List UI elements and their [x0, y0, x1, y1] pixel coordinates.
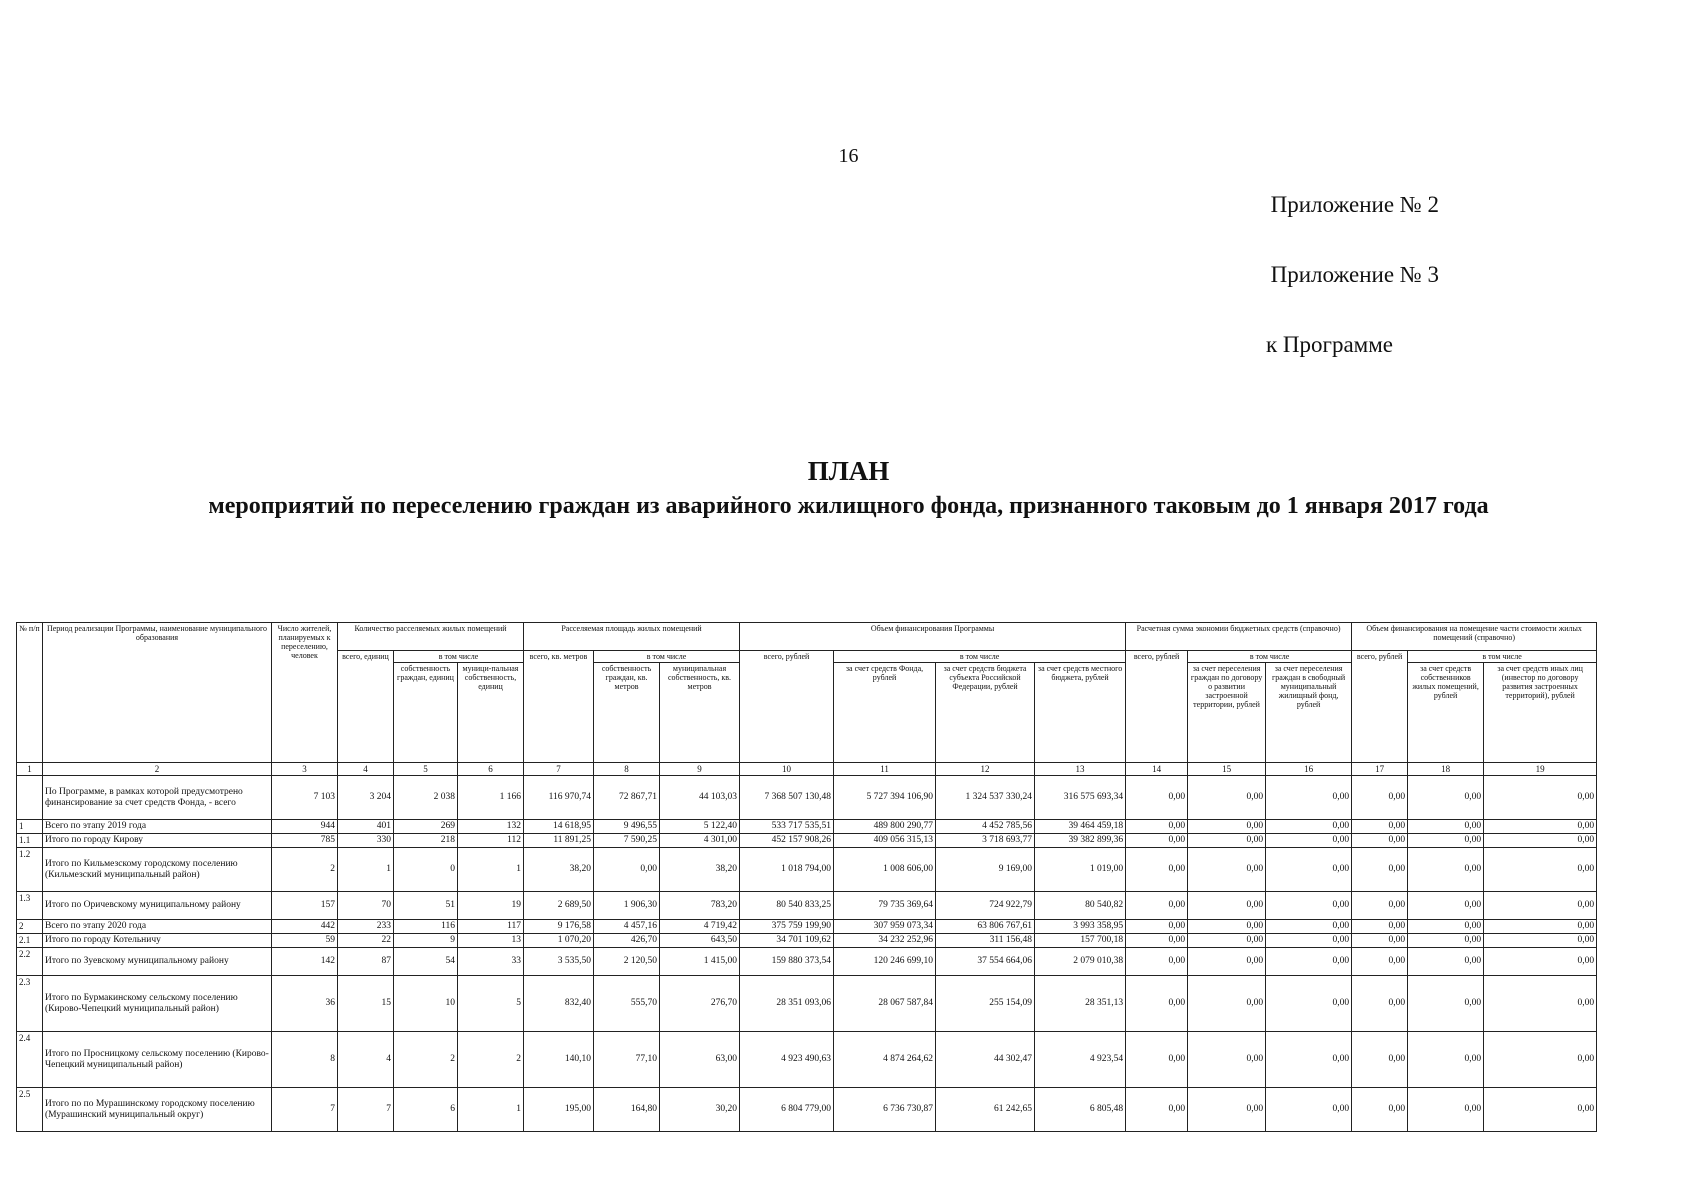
row-number: 1	[17, 820, 43, 834]
table-cell: 0,00	[1408, 1088, 1484, 1132]
table-row	[17, 1032, 1597, 1088]
table-cell: 70	[338, 892, 394, 920]
table-row	[17, 892, 1597, 920]
table-cell: 409 056 315,13	[834, 834, 936, 848]
header-savings-total: всего, рублей	[1126, 651, 1188, 763]
table-cell: 4	[338, 1032, 394, 1088]
table-cell: 1	[338, 848, 394, 892]
table-cell: 0,00	[1126, 892, 1188, 920]
table-cell: 0,00	[1126, 848, 1188, 892]
table-cell: 0	[394, 848, 458, 892]
table-cell: 0,00	[1188, 834, 1266, 848]
table-cell: 7	[272, 1088, 338, 1132]
table-cell: 401	[338, 820, 394, 834]
table-cell: 0,00	[1352, 1032, 1408, 1088]
table-cell: 3 204	[338, 776, 394, 820]
column-number: 9	[660, 763, 740, 776]
column-number: 10	[740, 763, 834, 776]
table-cell: 0,00	[1266, 934, 1352, 948]
table-row	[17, 776, 1597, 820]
row-number: 2.3	[17, 976, 43, 1032]
table-cell: 0,00	[1352, 976, 1408, 1032]
header-other-total: всего, рублей	[1352, 651, 1408, 763]
table-cell: 44 302,47	[936, 1032, 1035, 1088]
page-number: 16	[838, 145, 859, 167]
table-cell: 0,00	[1188, 1088, 1266, 1132]
table-cell: 132	[458, 820, 524, 834]
column-number: 7	[524, 763, 594, 776]
column-number: 1	[17, 763, 43, 776]
table-cell: 0,00	[1408, 976, 1484, 1032]
table-cell: 0,00	[1126, 934, 1188, 948]
table-row	[17, 934, 1597, 948]
table-cell: 7 368 507 130,48	[740, 776, 834, 820]
row-name: Итого по по Мурашинскому городскому поселению (Мурашинский муниципальный округ)	[43, 1088, 272, 1132]
table-cell: 0,00	[1188, 1032, 1266, 1088]
table-cell: 0,00	[1188, 820, 1266, 834]
table-cell: 0,00	[1484, 834, 1597, 848]
table-cell: 80 540,82	[1035, 892, 1126, 920]
table-cell: 944	[272, 820, 338, 834]
table-cell: 0,00	[1352, 820, 1408, 834]
table-cell: 6 736 730,87	[834, 1088, 936, 1132]
row-number: 2.5	[17, 1088, 43, 1132]
column-numbers-row	[17, 763, 1597, 776]
table-cell: 307 959 073,34	[834, 920, 936, 934]
annex-label-2: Приложение № 2	[1270, 192, 1439, 217]
table-cell: 38,20	[660, 848, 740, 892]
table-cell: 34 232 252,96	[834, 934, 936, 948]
table-cell: 9 169,00	[936, 848, 1035, 892]
table-cell: 6 804 779,00	[740, 1088, 834, 1132]
table-cell: 555,70	[594, 976, 660, 1032]
table-cell: 10	[394, 976, 458, 1032]
table-cell: 0,00	[1188, 920, 1266, 934]
table-cell: 0,00	[1484, 948, 1597, 976]
table-row	[17, 848, 1597, 892]
table-cell: 832,40	[524, 976, 594, 1032]
row-number: 2.2	[17, 948, 43, 976]
table-cell: 7 590,25	[594, 834, 660, 848]
table-cell: 6 805,48	[1035, 1088, 1126, 1132]
table-cell: 0,00	[1408, 934, 1484, 948]
table-cell: 255 154,09	[936, 976, 1035, 1032]
header-group-area: Расселяемая площадь жилых помещений	[524, 623, 740, 651]
header-other-owners: за счет средств собственников жилых помещений, рублей	[1408, 663, 1484, 763]
table-cell: 0,00	[1408, 776, 1484, 820]
table-cell: 4 923,54	[1035, 1032, 1126, 1088]
table-cell: 442	[272, 920, 338, 934]
table-cell: 15	[338, 976, 394, 1032]
table-cell: 375 759 199,90	[740, 920, 834, 934]
table-cell: 11 891,25	[524, 834, 594, 848]
table-cell: 218	[394, 834, 458, 848]
table-cell: 33	[458, 948, 524, 976]
table-cell: 0,00	[1188, 976, 1266, 1032]
table-cell: 0,00	[1484, 934, 1597, 948]
table-cell: 489 800 290,77	[834, 820, 936, 834]
table-cell: 140,10	[524, 1032, 594, 1088]
table-cell: 37 554 664,06	[936, 948, 1035, 976]
table-cell: 0,00	[1408, 834, 1484, 848]
table-cell: 0,00	[1266, 892, 1352, 920]
table-cell: 28 351,13	[1035, 976, 1126, 1032]
table-cell: 0,00	[1126, 776, 1188, 820]
table-cell: 0,00	[1484, 1088, 1597, 1132]
table-cell: 783,20	[660, 892, 740, 920]
column-number: 2	[43, 763, 272, 776]
table-cell: 116	[394, 920, 458, 934]
table-cell: 117	[458, 920, 524, 934]
table-cell: 39 464 459,18	[1035, 820, 1126, 834]
row-name: Итого по Зуевскому муниципальному району	[43, 948, 272, 976]
table-cell: 3 718 693,77	[936, 834, 1035, 848]
table-cell: 0,00	[1352, 834, 1408, 848]
header-rooms-private: собственность граждан, единиц	[394, 663, 458, 763]
row-number: 1.1	[17, 834, 43, 848]
plan-table	[16, 622, 1597, 1132]
table-cell: 0,00	[1188, 848, 1266, 892]
table-cell: 0,00	[1484, 848, 1597, 892]
table-cell: 39 382 899,36	[1035, 834, 1126, 848]
table-cell: 157	[272, 892, 338, 920]
table-cell: 142	[272, 948, 338, 976]
header-finance-total: всего, рублей	[740, 651, 834, 763]
table-cell: 112	[458, 834, 524, 848]
table-cell: 19	[458, 892, 524, 920]
table-cell: 0,00	[1484, 776, 1597, 820]
header-finance-including: в том числе	[834, 651, 1126, 663]
table-cell: 0,00	[1352, 1088, 1408, 1132]
table-cell: 0,00	[1266, 848, 1352, 892]
table-cell: 63 806 767,61	[936, 920, 1035, 934]
column-number: 3	[272, 763, 338, 776]
header-municipality: Период реализации Программы, наименование муниципального образования	[43, 623, 272, 763]
table-cell: 4 874 264,62	[834, 1032, 936, 1088]
table-cell: 0,00	[1266, 1032, 1352, 1088]
table-cell: 0,00	[1188, 934, 1266, 948]
table-cell: 0,00	[1408, 820, 1484, 834]
table-cell: 120 246 699,10	[834, 948, 936, 976]
header-finance-regional: за счет средств бюджета субъекта Российской Федерации, рублей	[936, 663, 1035, 763]
header-row-number: № п/п	[17, 623, 43, 763]
table-cell: 0,00	[1408, 1032, 1484, 1088]
table-cell: 7 103	[272, 776, 338, 820]
table-cell: 0,00	[1484, 920, 1597, 934]
table-cell: 0,00	[1266, 976, 1352, 1032]
row-name: Всего по этапу 2020 года	[43, 920, 272, 934]
table-cell: 9 496,55	[594, 820, 660, 834]
row-name: Итого по городу Кирову	[43, 834, 272, 848]
table-cell: 0,00	[1484, 892, 1597, 920]
header-rooms-total: всего, единиц	[338, 651, 394, 763]
table-cell: 276,70	[660, 976, 740, 1032]
header-finance-local: за счет средств местного бюджета, рублей	[1035, 663, 1126, 763]
table-cell: 0,00	[1352, 848, 1408, 892]
table-cell: 4 719,42	[660, 920, 740, 934]
table-cell: 233	[338, 920, 394, 934]
row-name: Итого по Бурмакинскому сельскому поселению (Кирово-Чепецкий муниципальный район)	[43, 976, 272, 1032]
table-cell: 0,00	[1266, 834, 1352, 848]
table-cell: 4 457,16	[594, 920, 660, 934]
table-cell: 0,00	[1188, 892, 1266, 920]
table-cell: 533 717 535,51	[740, 820, 834, 834]
header-group-savings: Расчетная сумма экономии бюджетных средств (справочно)	[1126, 623, 1352, 651]
header-savings-development: за счет переселения граждан по договору о развитии застроенной территории, рублей	[1188, 663, 1266, 763]
plan-table-body	[17, 776, 1597, 1132]
table-cell: 2 038	[394, 776, 458, 820]
table-cell: 643,50	[660, 934, 740, 948]
table-cell: 54	[394, 948, 458, 976]
table-cell: 9 176,58	[524, 920, 594, 934]
annex-label-3: Приложение № 3	[1270, 262, 1439, 287]
table-cell: 2 079 010,38	[1035, 948, 1126, 976]
header-area-private: собственность граждан, кв. метров	[594, 663, 660, 763]
table-cell: 1 018 794,00	[740, 848, 834, 892]
table-cell: 87	[338, 948, 394, 976]
table-cell: 1 166	[458, 776, 524, 820]
annex-program-label: к Программе	[1266, 332, 1393, 357]
table-cell: 269	[394, 820, 458, 834]
row-name: Итого по Просницкому сельскому поселению (Кирово-Чепецкий муниципальный район)	[43, 1032, 272, 1088]
header-group-other-funding: Объем финансирования на помещение части стоимости жилых помещений (справочно)	[1352, 623, 1597, 651]
table-cell: 0,00	[1126, 1088, 1188, 1132]
table-cell: 14 618,95	[524, 820, 594, 834]
header-rooms-including: в том числе	[394, 651, 524, 663]
table-cell: 426,70	[594, 934, 660, 948]
header-other-including: в том числе	[1408, 651, 1597, 663]
table-cell: 0,00	[1484, 820, 1597, 834]
table-cell: 0,00	[1188, 948, 1266, 976]
table-cell: 0,00	[1126, 820, 1188, 834]
table-cell: 5	[458, 976, 524, 1032]
table-cell: 157 700,18	[1035, 934, 1126, 948]
table-row	[17, 920, 1597, 934]
table-cell: 13	[458, 934, 524, 948]
column-number: 5	[394, 763, 458, 776]
table-cell: 1 415,00	[660, 948, 740, 976]
header-other-investors: за счет средств иных лиц (инвестор по договору развития застроенных территорий), рублей	[1484, 663, 1597, 763]
table-cell: 0,00	[1352, 776, 1408, 820]
table-cell: 61 242,65	[936, 1088, 1035, 1132]
header-group-finance: Объем финансирования Программы	[740, 623, 1126, 651]
column-number: 11	[834, 763, 936, 776]
column-number: 12	[936, 763, 1035, 776]
column-number: 6	[458, 763, 524, 776]
table-cell: 59	[272, 934, 338, 948]
table-cell: 5 122,40	[660, 820, 740, 834]
table-cell: 0,00	[1352, 920, 1408, 934]
row-number: 2.1	[17, 934, 43, 948]
header-rooms-municipal: муници-пальная собственность, единиц	[458, 663, 524, 763]
column-number: 18	[1408, 763, 1484, 776]
table-cell: 9	[394, 934, 458, 948]
table-cell: 8	[272, 1032, 338, 1088]
table-cell: 1 324 537 330,24	[936, 776, 1035, 820]
table-cell: 4 452 785,56	[936, 820, 1035, 834]
row-number: 1.3	[17, 892, 43, 920]
header-residents: Число жителей, планируемых к переселению, человек	[272, 623, 338, 763]
table-cell: 311 156,48	[936, 934, 1035, 948]
table-cell: 3 993 358,95	[1035, 920, 1126, 934]
table-cell: 0,00	[1352, 934, 1408, 948]
row-name: Итого по городу Котельничу	[43, 934, 272, 948]
row-name: По Программе, в рамках которой предусмотрено финансирование за счет средств Фонда, - всего	[43, 776, 272, 820]
row-name: Всего по этапу 2019 года	[43, 820, 272, 834]
table-cell: 0,00	[1126, 976, 1188, 1032]
row-name: Итого по Оричевскому муниципальному району	[43, 892, 272, 920]
table-cell: 0,00	[1484, 1032, 1597, 1088]
table-cell: 3 535,50	[524, 948, 594, 976]
table-cell: 1 019,00	[1035, 848, 1126, 892]
table-cell: 0,00	[1408, 948, 1484, 976]
table-row	[17, 976, 1597, 1032]
table-cell: 2	[272, 848, 338, 892]
table-cell: 7	[338, 1088, 394, 1132]
table-cell: 30,20	[660, 1088, 740, 1132]
table-cell: 22	[338, 934, 394, 948]
table-cell: 63,00	[660, 1032, 740, 1088]
table-cell: 6	[394, 1088, 458, 1132]
row-number: 1.2	[17, 848, 43, 892]
table-cell: 0,00	[1126, 834, 1188, 848]
table-cell: 0,00	[1408, 920, 1484, 934]
table-cell: 4 923 490,63	[740, 1032, 834, 1088]
row-name: Итого по Кильмезскому городскому поселению (Кильмезский муниципальный район)	[43, 848, 272, 892]
table-cell: 0,00	[1126, 948, 1188, 976]
column-number: 13	[1035, 763, 1126, 776]
table-cell: 1 906,30	[594, 892, 660, 920]
row-number	[17, 776, 43, 820]
header-savings-including: в том числе	[1188, 651, 1352, 663]
table-cell: 0,00	[1352, 948, 1408, 976]
table-cell: 1	[458, 848, 524, 892]
table-cell: 0,00	[1266, 920, 1352, 934]
table-cell: 195,00	[524, 1088, 594, 1132]
table-row	[17, 948, 1597, 976]
table-cell: 51	[394, 892, 458, 920]
table-cell: 724 922,79	[936, 892, 1035, 920]
table-cell: 2 120,50	[594, 948, 660, 976]
table-cell: 0,00	[1352, 892, 1408, 920]
header-area-municipal: муниципальная собственность, кв. метров	[660, 663, 740, 763]
column-number: 15	[1188, 763, 1266, 776]
table-cell: 0,00	[1408, 848, 1484, 892]
table-cell: 4 301,00	[660, 834, 740, 848]
table-cell: 2	[394, 1032, 458, 1088]
column-number: 8	[594, 763, 660, 776]
table-cell: 330	[338, 834, 394, 848]
table-cell: 116 970,74	[524, 776, 594, 820]
table-cell: 452 157 908,26	[740, 834, 834, 848]
table-cell: 5 727 394 106,90	[834, 776, 936, 820]
table-cell: 0,00	[1188, 776, 1266, 820]
row-number: 2	[17, 920, 43, 934]
table-cell: 159 880 373,54	[740, 948, 834, 976]
table-cell: 28 351 093,06	[740, 976, 834, 1032]
document-title: ПЛАН	[807, 456, 890, 486]
table-cell: 77,10	[594, 1032, 660, 1088]
row-number: 2.4	[17, 1032, 43, 1088]
table-cell: 44 103,03	[660, 776, 740, 820]
table-cell: 34 701 109,62	[740, 934, 834, 948]
table-cell: 164,80	[594, 1088, 660, 1132]
table-cell: 0,00	[1266, 1088, 1352, 1132]
table-cell: 0,00	[1266, 948, 1352, 976]
table-cell: 72 867,71	[594, 776, 660, 820]
table-cell: 0,00	[1484, 976, 1597, 1032]
table-cell: 785	[272, 834, 338, 848]
column-number: 4	[338, 763, 394, 776]
table-cell: 0,00	[1126, 1032, 1188, 1088]
column-number: 14	[1126, 763, 1188, 776]
table-cell: 79 735 369,64	[834, 892, 936, 920]
table-cell: 2 689,50	[524, 892, 594, 920]
column-number: 19	[1484, 763, 1597, 776]
table-cell: 316 575 693,34	[1035, 776, 1126, 820]
column-number: 17	[1352, 763, 1408, 776]
header-savings-municipal-fund: за счет переселения граждан в свободный муниципальный жилищный фонд, рублей	[1266, 663, 1352, 763]
column-number: 16	[1266, 763, 1352, 776]
header-area-including: в том числе	[594, 651, 740, 663]
table-cell: 80 540 833,25	[740, 892, 834, 920]
table-cell: 0,00	[1126, 920, 1188, 934]
table-cell: 2	[458, 1032, 524, 1088]
table-row	[17, 820, 1597, 834]
table-cell: 1 008 606,00	[834, 848, 936, 892]
header-area-total: всего, кв. метров	[524, 651, 594, 763]
table-row	[17, 834, 1597, 848]
table-cell: 1	[458, 1088, 524, 1132]
table-row	[17, 1088, 1597, 1132]
table-cell: 38,20	[524, 848, 594, 892]
table-cell: 0,00	[1266, 776, 1352, 820]
table-cell: 28 067 587,84	[834, 976, 936, 1032]
table-cell: 1 070,20	[524, 934, 594, 948]
table-cell: 0,00	[594, 848, 660, 892]
header-finance-fund: за счет средств Фонда, рублей	[834, 663, 936, 763]
table-cell: 0,00	[1266, 820, 1352, 834]
table-cell: 36	[272, 976, 338, 1032]
table-cell: 0,00	[1408, 892, 1484, 920]
document-subtitle: мероприятий по переселению граждан из аварийного жилищного фонда, признанного таковым до 1 января 2017 года	[208, 493, 1489, 519]
header-group-rooms: Количество расселяемых жилых помещений	[338, 623, 524, 651]
